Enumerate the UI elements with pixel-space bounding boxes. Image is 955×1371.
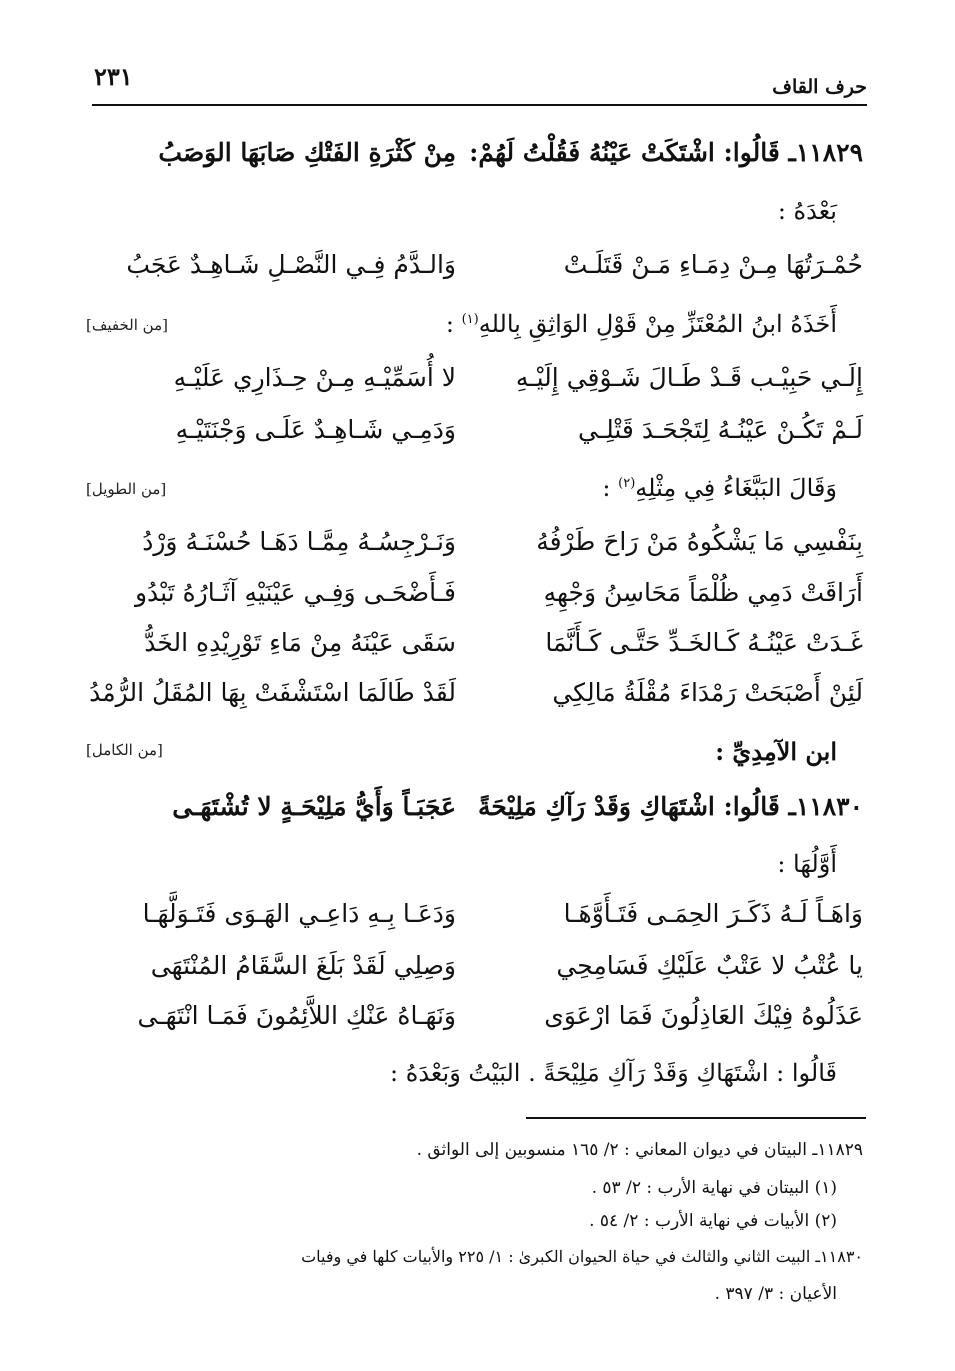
intro-ibn-mutazz [446, 310, 837, 338]
verse-1829-3-second-hemistich: لا أُسَمِّيْـهِ مِـنْ حِـذَارِي عَلَيْـهِ [173, 363, 456, 392]
verse-1829-3-first-hemistich: إِلَـي حَبِيْـب قَـدْ طَـالَ شَـوْقِي إِلَيْـهِ [515, 363, 863, 392]
verse-1830-1-second-hemistich: عَجَبَـاً وَأَيُّ مَلِيْحَـةٍ لا تُشْتَهَـى [172, 792, 456, 821]
verse-1830-4-second-hemistich: وَنَهَـاهُ عَنْكِ اللاَّئِمُونَ فَمَـا انْتَهَـى [137, 1001, 456, 1030]
intro-ibn-mutazz-colon: : [445, 310, 462, 338]
verse-1829-4-second-hemistich: وَدَمِـي شَـاهِـدٌ عَلَـى وَجْنَتَيْـهِ [175, 415, 456, 444]
header-rule [92, 104, 867, 106]
verse-1829-6-second-hemistich: فَـأَضْحَـى وَفِـي عَيْنَيْهِ آثَـارُهُ تَبْدُو [134, 578, 456, 607]
verse-1829-1-second-hemistich: مِنْ كَثْرَةِ الفَتْكِ صَابَهَا الوَصَبُ [158, 138, 456, 167]
poet-heading: ابن الآمِدِيِّ : [715, 737, 837, 766]
verse-1829-7-first-hemistich: غَـدَتْ عَيْنُـهُ كَـالخَـدِّ حَتَّـى كَـأَنَّمَا [545, 628, 863, 657]
verse-1829-2-first-hemistich: حُمْـرَتُهَا مِـنْ دِمَـاءِ مَـنْ قَتَلَـتْ [563, 250, 863, 279]
footnote-1: (١) البيتان في نهاية الأرب : ٢/ ٥٣ . [591, 1178, 837, 1198]
verse-1829-6-first-hemistich: أَرَاقَتْ دَمِي ظُلْمَاً مَحَاسِنُ وَجْهِهِ [543, 578, 863, 607]
verse-1830-2-second-hemistich: وَدَعَـا بِـهِ دَاعِـي الهَـوَى فَتَـوَلَّهَـا [142, 899, 456, 928]
verse-1830-1-first-hemistich: ١١٨٣٠ـ قَالُوا: اشْتَهَاكِ وَقَدْ رَآكِ مَلِيْحَةً [478, 792, 863, 821]
footnote-1829: ١١٨٢٩ـ البيتان في ديوان المعاني : ٢/ ١٦٥ منسوبين إلى الواثق . [416, 1140, 863, 1160]
footnote-2: (٢) الأبيات في نهاية الأرب : ٢/ ٥٤ . [589, 1211, 837, 1231]
intro-babbagha-colon: : [602, 474, 619, 502]
chapter-title: حرف القاف [772, 76, 867, 98]
first-label-1830: أَوَّلُهَا : [777, 850, 837, 878]
footnote-ref-2: (٢) [618, 476, 636, 491]
footnote-rule [526, 1117, 866, 1119]
intro-babbagha-text: وَقَالَ البَبَّغَاءُ فِي مِثْلِهِ [635, 474, 837, 502]
footnote-1830-line-1: ١١٨٣٠ـ البيت الثاني والثالث في حياة الحيوان الكبرىٰ : ١/ ٢٢٥ والأبيات كلها في وفيات [301, 1247, 863, 1266]
verse-1829-2-second-hemistich: وَالـدَّمُ فِـي النَّصْـلِ شَـاهِـدٌ عَجَبُ [126, 250, 456, 279]
page-header [92, 58, 867, 98]
verse-1829-1-first-hemistich: ١١٨٢٩ـ قَالُوا: اشْتَكَتْ عَيْنُهُ فَقُلْتُ لَهُمْ: [469, 138, 863, 167]
verse-1829-5-second-hemistich: وَنَـرْجِسُـهُ مِمَّـا دَهَـا حُسْنَـهُ وَرْدُ [142, 527, 456, 556]
meter-label-tawil: [من الطويل] [86, 480, 167, 498]
page-number: ٢٣١ [94, 62, 133, 91]
verse-1830-2-first-hemistich: وَاهَـاً لَـهُ ذَكَـرَ الحِمَـى فَتَـأَوَّهَـا [563, 899, 863, 928]
verse-1830-3-first-hemistich: يا عُتْبُ لا عَتْبٌ عَلَيْكِ فَسَامِحِي [556, 951, 863, 980]
intro-babbagha [602, 474, 837, 502]
closing-line-1830: قَالُوا : اشْتَهَاكِ وَقَدْ رَآكِ مَلِيْحَةً . البَيْتُ وَبَعْدَهُ : [390, 1059, 837, 1087]
meter-label-khafif: [من الخفيف] [86, 316, 168, 334]
verse-1829-5-first-hemistich: بِنَفْسِي مَا يَشْكُوهُ مَنْ رَاحَ طَرْفُهُ [536, 527, 863, 556]
verse-1830-3-second-hemistich: وَصِلِي لَقَدْ بَلَغَ السَّقَامُ المُنْتَهَى [150, 951, 456, 980]
after-label-1829: بَعْدَهُ : [777, 197, 837, 225]
footnote-ref-1: (١) [461, 312, 479, 327]
meter-label-kamil: [من الكامل] [86, 741, 163, 759]
intro-ibn-mutazz-text: أَخَذَهُ ابنُ المُعْتَزِّ مِنْ قَوْلِ الوَاثِقِ بِاللهِ [478, 310, 837, 338]
verse-1829-8-first-hemistich: لَئِنْ أَصْبَحَتْ رَمْدَاءَ مُقْلَةُ مَالِكِي [552, 678, 863, 707]
verse-1829-4-first-hemistich: لَـمْ تَكُـنْ عَيْنُـهُ لِتَجْحَـدَ قَتْلِـي [577, 415, 863, 444]
verse-1830-4-first-hemistich: عَذَلُوهُ فِيْكَ العَاذِلُونَ فَمَا ارْعَوَى [544, 1001, 863, 1030]
footnote-1830-line-2: الأعيان : ٣/ ٣٩٧ . [714, 1284, 837, 1304]
verse-1829-7-second-hemistich: سَقَى عَيْنَهُ مِنْ مَاءِ تَوْرِيْدِهِ الخَدُّ [144, 628, 456, 657]
verse-1829-8-second-hemistich: لَقَدْ طَالَمَا اسْتَشْفَتْ بِهَا المُقَلُ الرُّمْدُ [89, 678, 456, 707]
